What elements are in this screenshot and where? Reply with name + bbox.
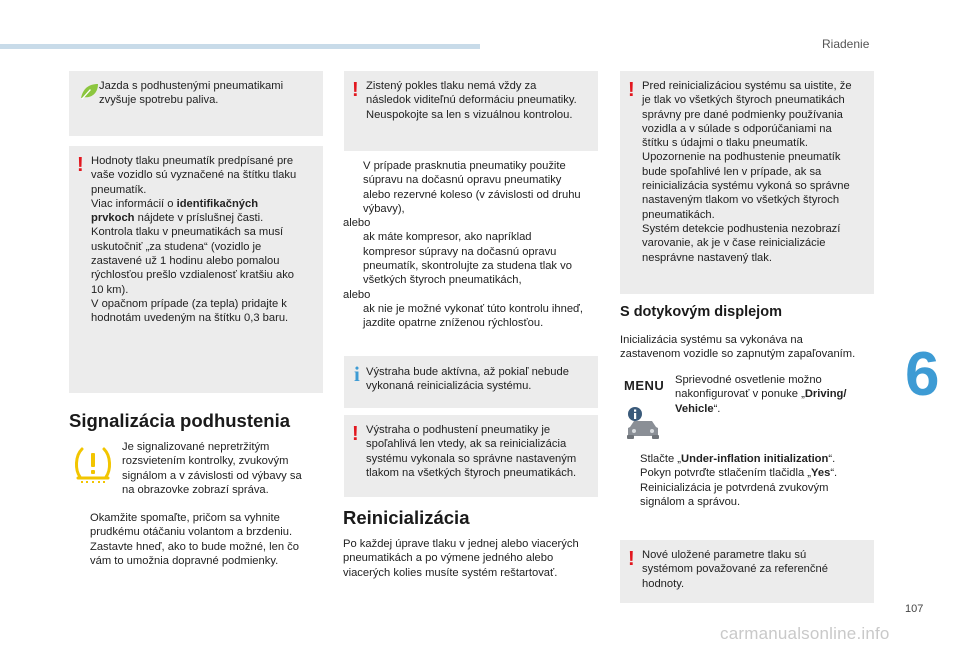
menu-button-label: MENU bbox=[624, 378, 665, 393]
list-item: Zastavte hneď, ako to bude možné, len čo vám to umožnia dopravné podmienky. bbox=[90, 540, 300, 567]
note-line: správny pre dané podmienky používania bbox=[642, 108, 843, 121]
warning-text-line: signálom a v závislosti od výbavy sa bbox=[122, 469, 302, 482]
note-line: Viac informácií o identifikačných bbox=[91, 197, 259, 210]
note-line: varovanie, ak je v čase reinicializácie bbox=[642, 237, 826, 250]
list-item: ak máte kompresor, ako napríklad kompresor súpravy na dočasnú opravu pneumatík, skontrolujte za studena tlak vo všetkých štyroch pneumatikách, bbox=[363, 231, 572, 287]
note-line: nastaveným tlakom vo všetkých štyroch bbox=[642, 194, 840, 207]
exclamation-icon: ! bbox=[77, 154, 84, 176]
note-line: Systém detekcie podhustenia nezobrazí bbox=[642, 222, 841, 235]
reliability-note-box bbox=[344, 415, 598, 497]
car-info-icon bbox=[625, 405, 661, 441]
heading-touchscreen: S dotykovým displejom bbox=[620, 304, 782, 320]
note-line: uskutočniť „za studena“ (vozidlo je bbox=[91, 240, 262, 253]
note-line: Pred reinicializáciou systému sa uistite, že bbox=[642, 80, 852, 92]
paragraph-line: zastavenom vozidle so zapnutým zapaľovaním. bbox=[620, 348, 856, 361]
note-line: hodnoty. bbox=[642, 577, 685, 590]
heading-reinicializacia: Reinicializácia bbox=[343, 507, 470, 528]
note-line: zastavené už 1 hodinu alebo pomalou bbox=[91, 255, 280, 268]
page-number: 107 bbox=[905, 603, 924, 615]
eco-note-line: Jazda s podhustenými pneumatikami bbox=[99, 80, 284, 92]
note-line: Výstraha bude aktívna, až pokiaľ nebude bbox=[366, 366, 569, 378]
note-line: bude spoľahlivé len v prípade, ak sa bbox=[642, 165, 822, 178]
list-item: ak nie je možné vykonať túto kontrolu ihneď, jazdite opatrne zníženou rýchlosťou. bbox=[363, 302, 584, 330]
exclamation-icon: ! bbox=[628, 548, 635, 570]
note-line: hodnotám uvedeným na štítku 0,3 baru. bbox=[91, 312, 289, 325]
note-line: Hodnoty tlaku pneumatík predpísané pre bbox=[91, 155, 294, 167]
note-line: 10 km). bbox=[91, 283, 129, 296]
header-bar bbox=[0, 44, 480, 49]
or-separator: alebo bbox=[343, 288, 371, 301]
paragraph-line: pneumatikách a po výmene jedného alebo bbox=[343, 552, 554, 565]
note-line: pneumatikách. bbox=[642, 208, 715, 221]
note-line: rýchlosťou prešlo vzdialenosť kratšiu ako bbox=[91, 269, 295, 282]
new-parameters-note-box bbox=[620, 540, 874, 603]
note-line: Zistený pokles tlaku nemá vždy za bbox=[366, 80, 537, 92]
note-line: nesprávne nastavený tlak. bbox=[642, 251, 772, 264]
list-item: Stlačte „Under-inflation initialization“. bbox=[640, 453, 836, 465]
warning-text-line: rozsvietením kontrolky, zvukovým bbox=[122, 455, 289, 468]
note-line: prvkoch nájdete v príslušnej časti. bbox=[91, 212, 264, 225]
note-line: V opačnom prípade (za tepla) pridajte k bbox=[91, 297, 287, 310]
note-line: štítku s údajmi o tlaku pneumatík. bbox=[642, 137, 809, 150]
note-line: vykonaná reinicializácia systému. bbox=[366, 380, 532, 393]
menu-instruction: Sprievodné osvetlenie možno nakonfigurovať v ponuke „Driving/ Vehicle“. bbox=[675, 374, 847, 415]
chapter-number: 6 bbox=[905, 340, 940, 409]
heading-signalizacia: Signalizácia podhustenia bbox=[69, 410, 291, 431]
paragraph-line: viacerých kolies musíte systém reštartovať. bbox=[343, 566, 558, 579]
paragraph-line: Po každej úprave tlaku v jednej alebo viacerých bbox=[343, 538, 579, 550]
active-warning-info-box bbox=[344, 356, 598, 408]
or-separator: alebo bbox=[343, 217, 371, 230]
note-line: Kontrola tlaku v pneumatikách sa musí bbox=[91, 226, 284, 239]
warning-text-line: Je signalizované nepretržitým bbox=[122, 441, 270, 453]
list-item: Pokyn potvrďte stlačením tlačidla „Yes“. Reinicializácia je potvrdená zvukovým signálom a správou. bbox=[640, 467, 838, 508]
eco-note-line: zvyšuje spotrebu paliva. bbox=[99, 94, 219, 107]
tire-pressure-warning-icon bbox=[73, 446, 113, 484]
pressure-note-box bbox=[69, 146, 323, 393]
leaf-icon bbox=[80, 83, 99, 100]
note-line: pneumatík. bbox=[91, 183, 147, 196]
list-item: V prípade prasknutia pneumatiky použite súpravu na dočasnú opravu pneumatiky alebo rezervné koleso (v závislosti od druhu výbavy), bbox=[363, 160, 581, 215]
note-line: tlakom na všetkých štyroch pneumatikách. bbox=[366, 466, 577, 479]
note-line: Nové uložené parametre tlaku sú bbox=[642, 549, 807, 561]
watermark: carmanualsonline.info bbox=[720, 624, 890, 643]
note-line: vozidla a v súlade s odporúčaniami na bbox=[642, 122, 832, 135]
note-line: systému vykonala so správne nastaveným bbox=[366, 452, 577, 465]
before-reset-note-box bbox=[620, 71, 874, 294]
note-line: následok viditeľnú deformáciu pneumatiky. bbox=[366, 94, 577, 107]
note-line: je tlak vo všetkých štyroch pneumatikách bbox=[642, 94, 845, 107]
note-line: Výstraha o podhustení pneumatiky je bbox=[366, 424, 551, 436]
exclamation-icon: ! bbox=[628, 79, 635, 101]
exclamation-icon: ! bbox=[352, 79, 359, 101]
paragraph-line: Inicializácia systému sa vykonáva na bbox=[620, 334, 803, 346]
note-line: reinicializácia systému vykoná so správne bbox=[642, 180, 850, 193]
note-line: systémom považované za referenčné bbox=[642, 563, 828, 576]
note-line: vaše vozidlo sú vyznačené na štítku tlaku bbox=[91, 169, 297, 182]
eco-note-box bbox=[69, 71, 323, 136]
exclamation-icon: ! bbox=[352, 423, 359, 445]
note-line: Upozornenie na podhustenie pneumatík bbox=[642, 151, 841, 164]
note-line: spoľahlivá len vtedy, ak sa reinicializácia bbox=[366, 438, 567, 451]
list-item: Okamžite spomaľte, pričom sa vyhnite prudkému otáčaniu volantom a brzdeniu. bbox=[90, 512, 293, 539]
section-title: Riadenie bbox=[822, 37, 870, 51]
info-icon: i bbox=[354, 362, 360, 386]
note-line: Neuspokojte sa len s vizuálnou kontrolou. bbox=[366, 108, 573, 121]
visual-check-note-box bbox=[344, 71, 598, 151]
warning-text-line: na obrazovke zobrazí správa. bbox=[122, 483, 269, 496]
